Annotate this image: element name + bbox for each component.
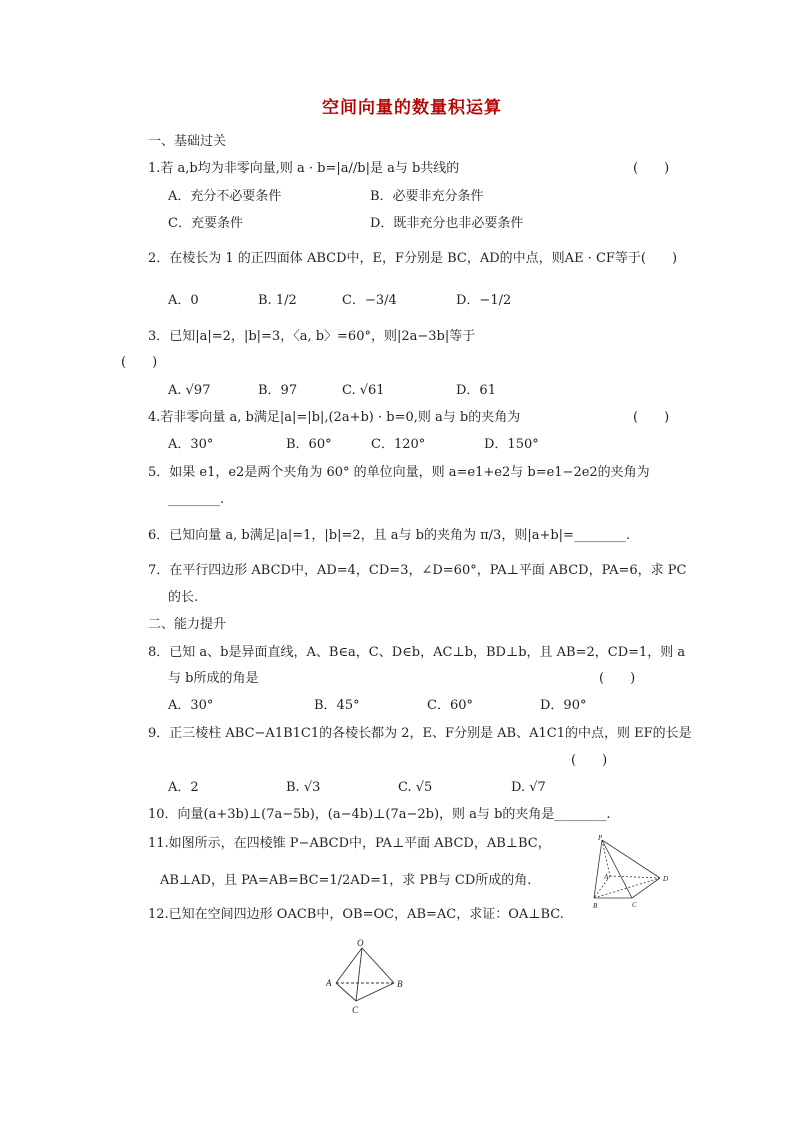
page-title: 空间向量的数量积运算 (322, 98, 502, 118)
section-heading-advanced: 二、能力提升 (148, 617, 227, 632)
question-10: 10．向量(a+3b)⊥(7a−5b)，(a−4b)⊥(7a−2b)，则 a与 b的夹角是________. (148, 807, 611, 822)
question-11-cont: AB⊥AD，且 PA=AB=BC=1/2AD=1，求 PB与 CD所成的角. (160, 873, 532, 888)
answer-paren-8: ( ) (599, 671, 636, 686)
fig1-label-c: C (632, 901, 637, 909)
q3-option-d: D．61 (456, 383, 496, 398)
q1-option-b: B．必要非充分条件 (370, 189, 484, 204)
pyramid-figure (590, 834, 680, 910)
question-11: 11.如图所示，在四棱锥 P−ABCD中，PA⊥平面 ABCD，AB⊥BC， (148, 836, 551, 851)
fig2-label-a: A (326, 978, 332, 988)
q9-option-b: B. √3 (286, 780, 321, 795)
answer-paren-4: ( ) (633, 410, 670, 425)
q4-option-a: A．30° (168, 437, 214, 452)
fig2-label-b: B (397, 979, 403, 989)
section-heading-basic: 一、基础过关 (148, 134, 227, 149)
question-7-cont: 的长. (168, 590, 199, 605)
q4-option-b: B．60° (286, 437, 332, 452)
q2-option-b: B. 1/2 (258, 293, 297, 308)
answer-paren-9: ( ) (571, 753, 608, 768)
question-12: 12.已知在空间四边形 OACB中，OB=OC，AB=AC，求证：OA⊥BC. (148, 907, 564, 922)
question-9: 9．正三棱柱 ABC−A1B1C1的各棱长都为 2，E、F分别是 AB、A1C1的中点，则 EF的长是 (148, 726, 692, 741)
q1-option-d: D．既非充分也非必要条件 (370, 216, 524, 231)
question-2: 2．在棱长为 1 的正四面体 ABCD中，E，F分别是 BC，AD的中点，则AE · CF等于( ) (148, 251, 678, 266)
question-6: 6．已知向量 a, b满足|a|=1，|b|=2，且 a与 b的夹角为 π/3，则|a+b|=________. (148, 528, 631, 543)
q8-option-c: C．60° (427, 698, 473, 713)
q9-option-c: C. √5 (398, 780, 433, 795)
question-3: 3．已知|a|=2，|b|=3，〈a, b〉=60°，则|2a−3b|等于 (148, 329, 476, 344)
q2-option-d: D．−1/2 (456, 293, 512, 308)
question-7: 7．在平行四边形 ABCD中，AD=4，CD=3，∠D=60°，PA⊥平面 ABCD，PA=6，求 PC (148, 563, 687, 578)
fig1-label-b: B (593, 902, 598, 910)
q2-option-c: C．−3/4 (342, 293, 397, 308)
question-4: 4.若非零向量 a, b满足|a|=|b|,(2a+b) · b=0,则 a与 b的夹角为 (148, 410, 521, 425)
q9-option-d: D. √7 (511, 780, 546, 795)
fig1-label-a: A (604, 873, 609, 881)
fig1-label-d: D (663, 875, 669, 883)
q8-option-d: D．90° (540, 698, 587, 713)
answer-paren-3: ( ) (121, 355, 158, 370)
q3-option-b: B．97 (258, 383, 298, 398)
q2-option-a: A．0 (168, 293, 199, 308)
q4-option-d: D．150° (484, 437, 539, 452)
answer-paren-1: ( ) (633, 161, 670, 176)
fig2-label-c: C (352, 1005, 359, 1015)
fig2-label-o: O (357, 938, 364, 948)
q4-option-c: C．120° (371, 437, 426, 452)
q9-option-a: A．2 (168, 780, 199, 795)
question-5: 5．如果 e1，e2是两个夹角为 60° 的单位向量，则 a=e1+e2与 b=e1−2e2的夹角为 (148, 465, 650, 480)
q3-option-a: A. √97 (168, 383, 211, 398)
q8-option-b: B．45° (314, 698, 360, 713)
question-5-blank: ________. (168, 492, 225, 507)
question-8: 8．已知 a、b是异面直线，A、B∈a，C、D∈b，AC⊥b，BD⊥b，且 AB=2，CD=1，则 a (148, 645, 686, 660)
q8-option-a: A．30° (168, 698, 214, 713)
q1-option-a: A．充分不必要条件 (168, 189, 282, 204)
q1-option-c: C．充要条件 (168, 216, 243, 231)
question-1: 1.若 a,b均为非零向量,则 a · b=|a//b|是 a与 b共线的 (148, 161, 460, 176)
tetrahedron-figure (322, 936, 412, 1016)
q3-option-c: C. √61 (342, 383, 385, 398)
fig1-label-p: P (598, 834, 603, 842)
question-8-cont: 与 b所成的角是 (168, 671, 259, 686)
